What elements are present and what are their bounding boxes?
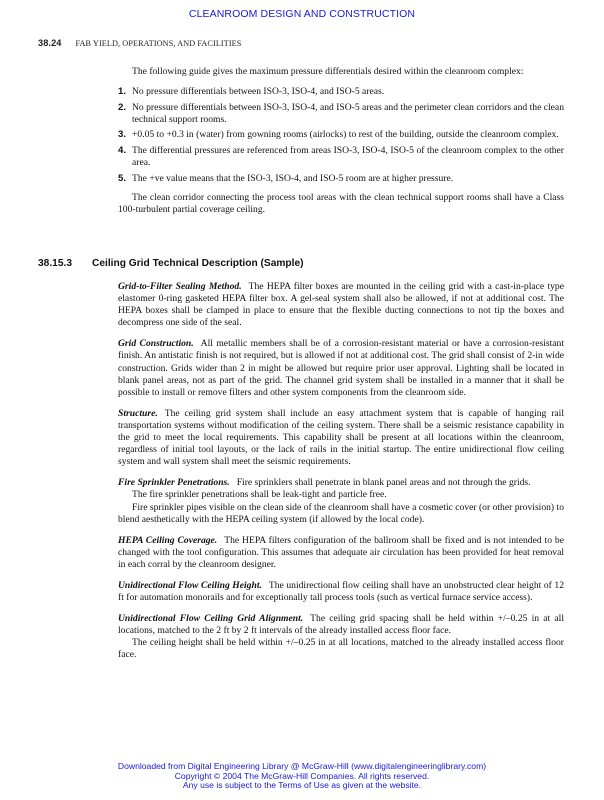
spec-body: The ceiling grid spacing shall be held within +/–0.25 in at all locations, matched to the 2 ft by 2 ft intervals of the already installed access floor face.	[118, 613, 564, 637]
list-item-text: No pressure differentials between ISO-3, ISO-4, and ISO-5 areas.	[132, 86, 385, 98]
spec-body: The ceiling height shall be held within +/–0.25 in at all locations, matched to the already installed access floor face.	[118, 637, 564, 661]
section-title: Ceiling Grid Technical Description (Sample)	[92, 258, 304, 269]
spec-title: Unidirectional Flow Ceiling Grid Alignment.	[118, 613, 304, 625]
spec-title: Grid Construction.	[118, 338, 194, 350]
spec-body: The ceiling grid system shall include an easy attachment system that is capable of hanging rail transportation systems without modification of the ceiling system. There shall be a seismic resistance capability in the grid to meet the local requirements. This capability shall be present at all locations within the cleanroom, regardless of initial tool layouts, or the lack of rails in the initial startup. The entire unidirectional flow ceiling system and wall system shall meet the seismic requirements.	[118, 407, 564, 468]
running-head	[38, 38, 578, 48]
spec-body: The unidirectional flow ceiling shall have an unobstructed clear height of 12 ft for automation monorails and for exceptionally tall process tools (such as vertical furnace service access).	[118, 579, 564, 604]
spec-ceiling-height	[118, 580, 564, 604]
spec-body: Fire sprinkler pipes visible on the clean side of the cleanroom shall have a cosmetic cover (or other provision) to blend aesthetically with the HEPA ceiling system (if allowed by the local code).	[118, 501, 564, 525]
spec-grid-construction	[118, 338, 564, 398]
page-number: 38.24	[38, 38, 62, 48]
footer-terms-line[interactable]: Any use is subject to the Terms of Use as given at the website.	[182, 780, 422, 791]
section-heading	[38, 258, 564, 269]
ceiling-grid-specs	[118, 281, 564, 671]
list-item-text: +0.05 to +0.3 in (water) from gowning rooms (airlocks) to rest of the building, outside the cleanroom complex.	[132, 129, 559, 141]
list-item-number: 5.	[118, 172, 127, 184]
list-item-text: The differential pressures are referenced from areas ISO-3, ISO-4, ISO-5 of the cleanroom complex to the other area.	[132, 144, 564, 169]
spec-fire-sprinkler-penetrations	[118, 477, 564, 525]
spec-title: Structure.	[118, 407, 158, 419]
list-item-number: 1.	[118, 86, 127, 98]
spec-body: The HEPA filter boxes are mounted in the ceiling grid with a cast-in-place type elastomer 0-ring gasketed HEPA filter box. A gel-seal system shall also be allowed, if not at additional cost. The HEPA boxes shall be clamped in place to ensure that the flexible ducting connections to not tip the boxes and decompress one side of the seal.	[118, 281, 564, 329]
chapter-banner: CLEANROOM DESIGN AND CONSTRUCTION	[188, 8, 416, 20]
spec-body: The fire sprinkler penetrations shall be leak-tight and particle free.	[132, 489, 387, 501]
spec-title: HEPA Ceiling Coverage.	[118, 534, 218, 546]
spec-title: Grid-to-Filter Sealing Method.	[118, 281, 242, 292]
spec-hepa-ceiling-coverage	[118, 535, 564, 571]
download-footer	[0, 762, 604, 791]
spec-structure	[118, 408, 564, 468]
spec-title: Fire Sprinkler Penetrations.	[118, 477, 230, 489]
list-item	[118, 86, 564, 98]
running-head-title: FAB YIELD, OPERATIONS, AND FACILITIES	[75, 39, 242, 48]
list-item	[118, 173, 564, 185]
list-item	[118, 145, 564, 169]
spec-body: All metallic members shall be of a corrosion-resistant material or have a corrosion-resistant finish. An antistatic finish is not required, but is allowed if not at additional cost. The grid shall consist of 2-in wide construction. Grids wider than 2 in might be allowed but require prior user approval. Lighting shall be located in blank panel areas, not as part of the grid. The channel grid system shall be installed in a manner that it shall be possible to install or remove filters and other system components from the cleanroom side.	[118, 338, 564, 398]
spec-body: Fire sprinklers shall penetrate in blank panel areas and not through the grids.	[236, 477, 531, 489]
list-item-text: No pressure differentials between ISO-3, ISO-4, and ISO-5 areas and the perimeter clean corridors and the clean technical support rooms.	[132, 101, 564, 125]
pressure-guide-block	[118, 66, 564, 216]
list-item-text: The +ve value means that the ISO-3, ISO-4, and ISO-5 room are at higher pressure.	[132, 172, 454, 184]
spec-ceiling-grid-alignment	[118, 613, 564, 661]
intro-paragraph: The following guide gives the maximum pressure differentials desired within the cleanroom complex:	[132, 66, 524, 77]
spec-body: The HEPA filters configuration of the ballroom shall be fixed and is not intended to be changed with the tool configuration. This assumes that adequate air circulation has been provided for heat removal in each corral by the cleanroom designer.	[118, 534, 564, 570]
list-item	[118, 129, 564, 141]
section-number: 38.15.3	[38, 258, 72, 269]
spec-grid-to-filter-sealing	[118, 281, 564, 329]
list-item-number: 4.	[118, 144, 127, 156]
spec-title: Unidirectional Flow Ceiling Height.	[118, 579, 262, 591]
list-item-number: 3.	[118, 129, 127, 141]
footer-download-line[interactable]: Downloaded from Digital Engineering Library @ McGraw-Hill (www.digitalengineeringlibrary.com)	[117, 761, 487, 771]
list-item	[118, 102, 564, 126]
pressure-guide-list	[118, 86, 564, 185]
list-item-number: 2.	[118, 101, 127, 113]
corridor-note: The clean corridor connecting the process tool areas with the clean technical support rooms shall have a Class 100-turbulent partial coverage ceiling.	[118, 191, 564, 215]
footer-copyright-line: Copyright © 2004 The McGraw-Hill Companies. All rights reserved.	[174, 770, 430, 781]
